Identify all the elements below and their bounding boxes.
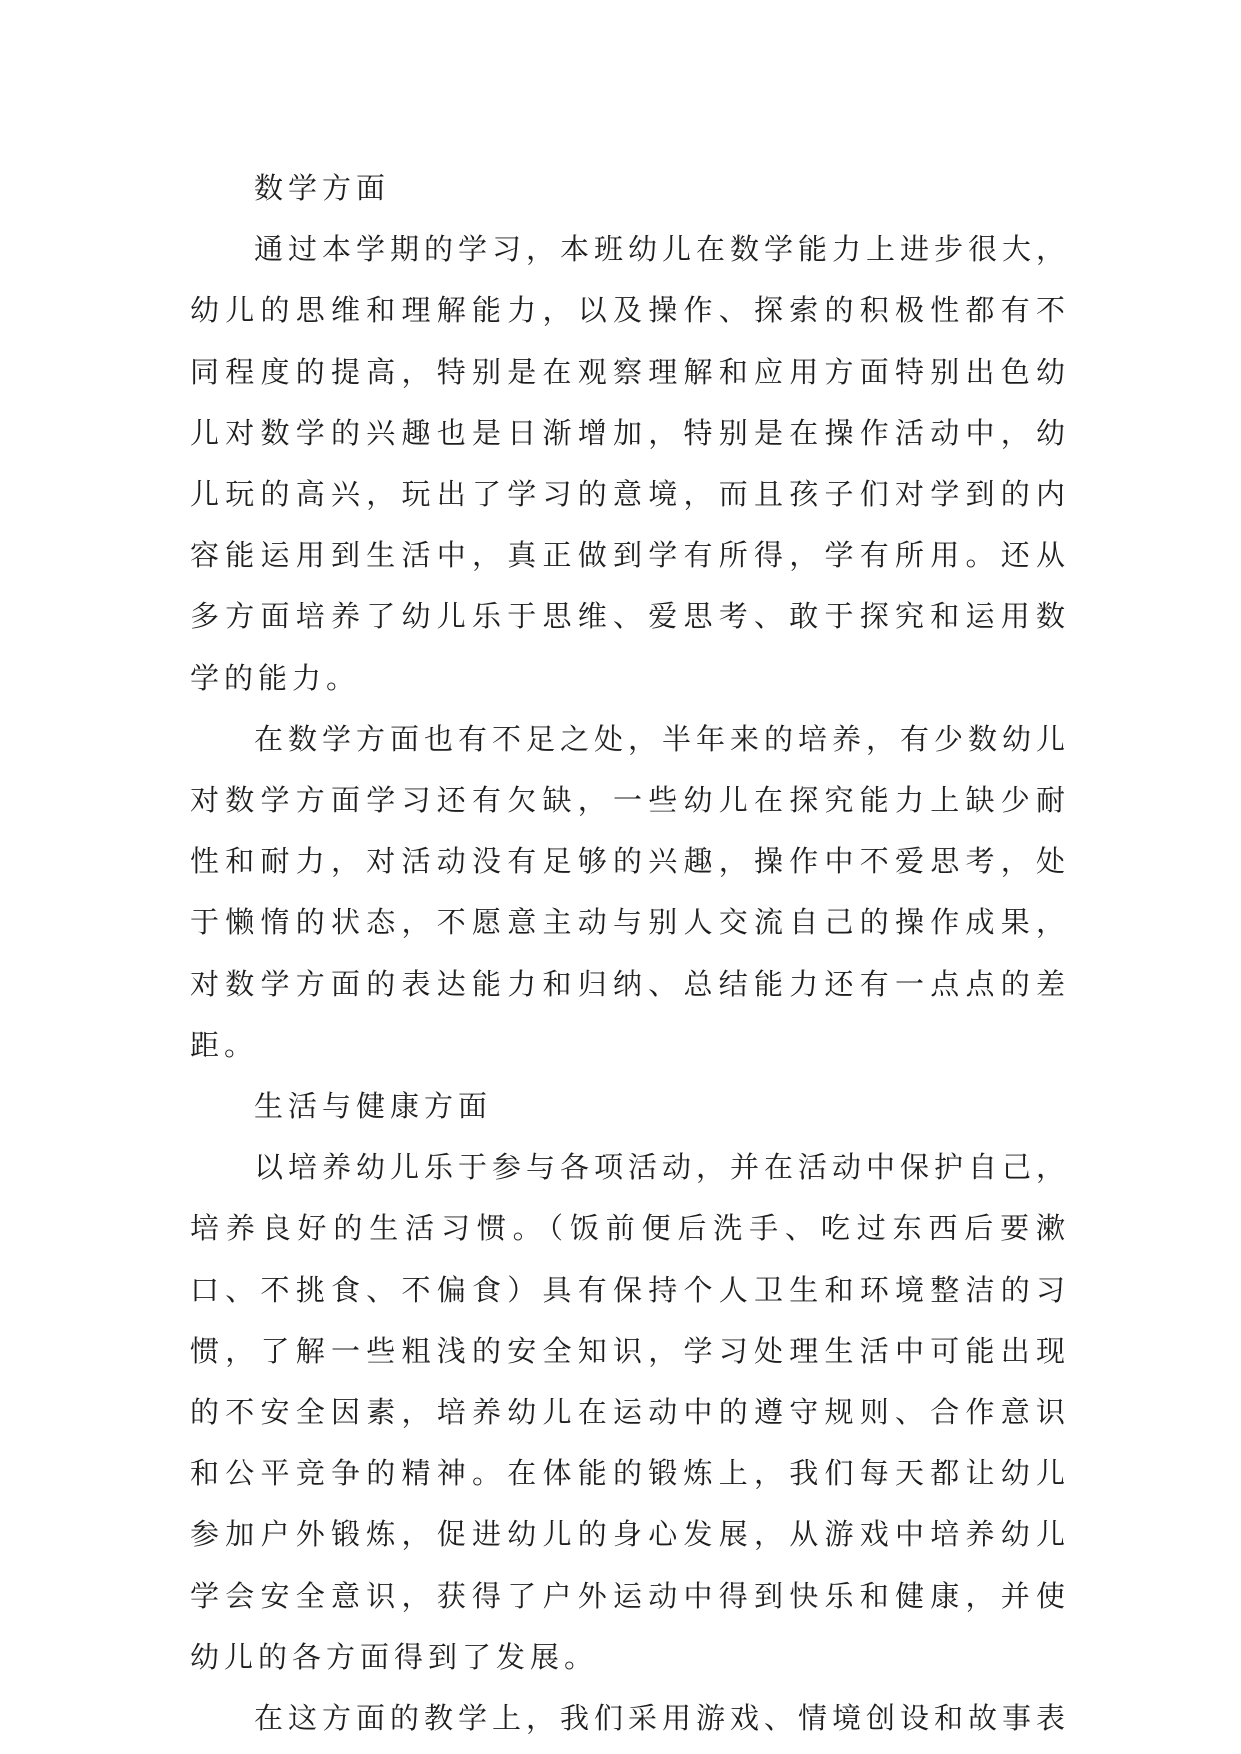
section-heading-life-health: 生活与健康方面 bbox=[254, 1089, 493, 1124]
paragraph-math-progress: 通过本学期的学习，本班幼儿在数学能力上进步很大，幼儿的思维和理解能力，以及操作、探索的积极性都有不同程度的提高，特别是在观察理解和应用方面特别出色幼儿对数学的兴趣也是日渐增加，特别是在操作活动中，幼儿玩的高兴，玩出了学习的意境，而且孩子们对学到的内容能运用到生活中，真正做到学有所得，学有所用。还从多方面培养了幼儿乐于思维、爱思考、敢于探究和运用数学的能力。 bbox=[190, 232, 1071, 695]
paragraph-math-shortcomings: 在数学方面也有不足之处，半年来的培养，有少数幼儿对数学方面学习还有欠缺，一些幼儿在探究能力上缺少耐性和耐力，对活动没有足够的兴趣，操作中不爱思考，处于懒惰的状态，不愿意主动与别人交流自己的操作成果，对数学方面的表达能力和归纳、总结能力还有一点点的差距。 bbox=[190, 721, 1071, 1062]
section-heading-math: 数学方面 bbox=[254, 171, 391, 205]
paragraph-life-health-habits: 以培养幼儿乐于参与各项活动，并在活动中保护自己，培养良好的生活习惯。（饭前便后洗手、吃过东西后要漱口、不挑食、不偏食）具有保持个人卫生和环境整洁的习惯，了解一些粗浅的安全知识，学习处理生活中可能出现的不安全因素，培养幼儿在运动中的遵守规则、合作意识和公平竞争的精神。在体能的锻炼上，我们每天都让幼儿参加户外锻炼，促进幼儿的身心发展，从游戏中培养幼儿学会安全意识，获得了户外运动中得到快乐和健康，并使幼儿的各方面得到了发展。 bbox=[190, 1150, 1071, 1674]
document-body bbox=[190, 158, 1070, 1749]
paragraph-life-health-teaching: 在这方面的教学上，我们采用游戏、情境创设和故事表 bbox=[254, 1701, 1071, 1736]
